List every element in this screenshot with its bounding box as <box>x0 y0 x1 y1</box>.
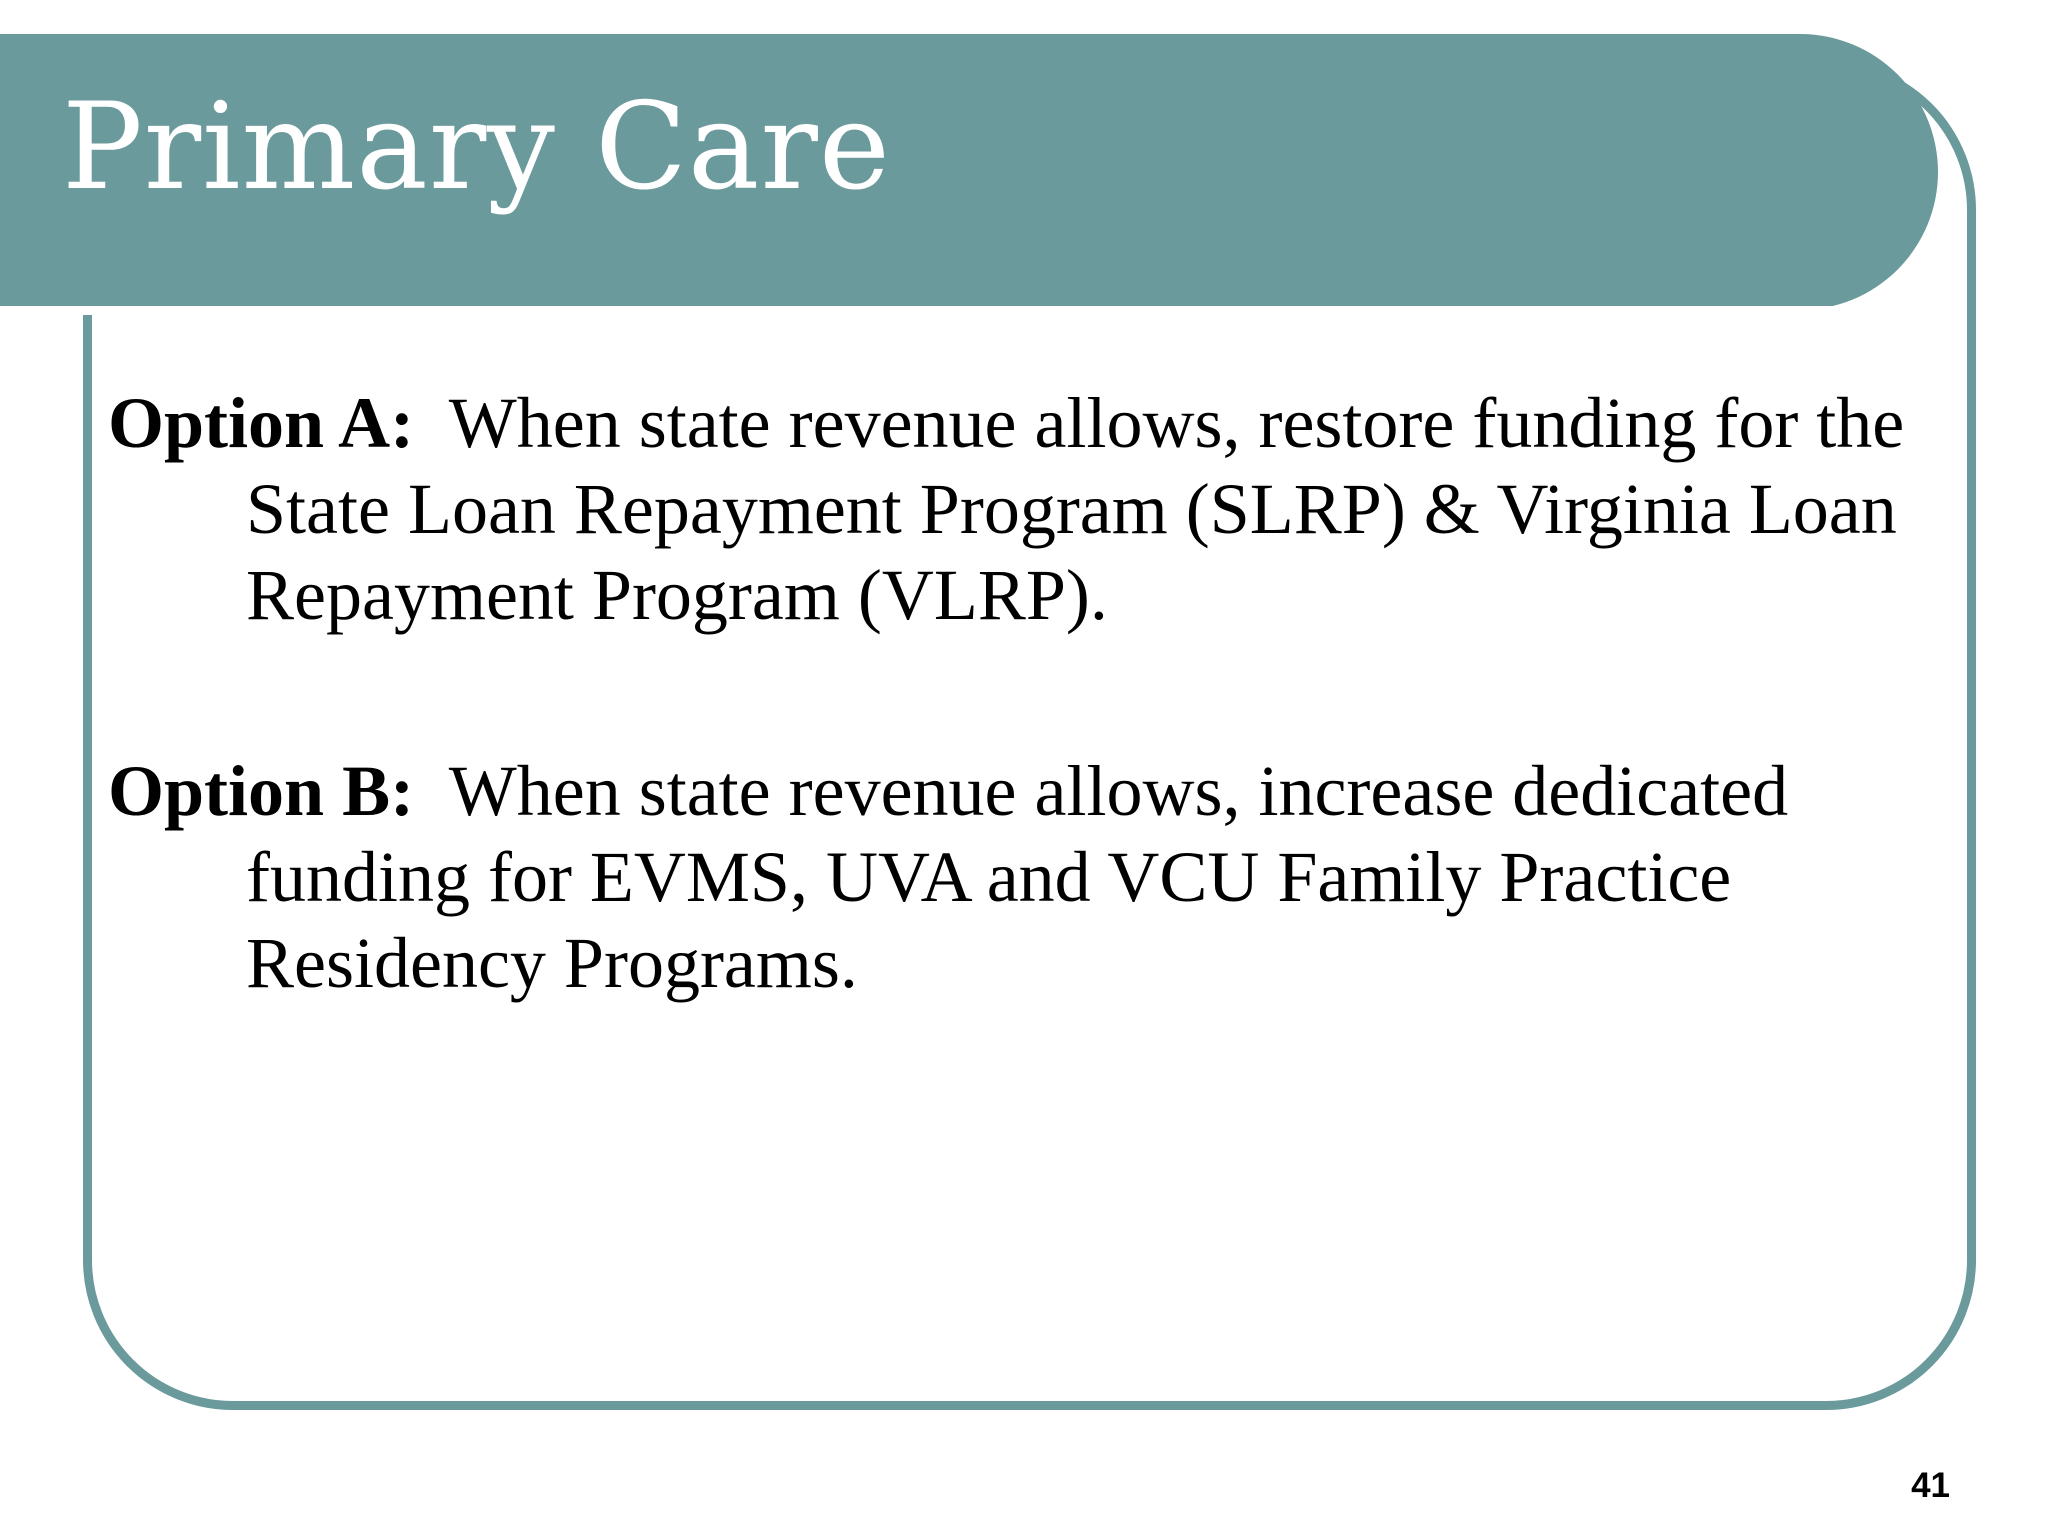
option-b-label: Option B: <box>108 751 415 831</box>
slide-body <box>108 380 1928 1116</box>
slide-title: Primary Care <box>62 78 891 217</box>
page-number: 41 <box>1911 1466 1950 1505</box>
title-underline <box>0 306 1836 315</box>
option-b <box>108 748 1928 1006</box>
option-b-text: When state revenue allows, increase dedicated funding for EVMS, UVA and VCU Family Practice Residency Programs. <box>246 751 1789 1003</box>
option-a-text: When state revenue allows, restore funding for the State Loan Repayment Program (SLRP) & Virginia Loan Repayment Program (VLRP). <box>246 383 1905 635</box>
option-a-label: Option A: <box>108 383 415 463</box>
option-a <box>108 380 1928 638</box>
